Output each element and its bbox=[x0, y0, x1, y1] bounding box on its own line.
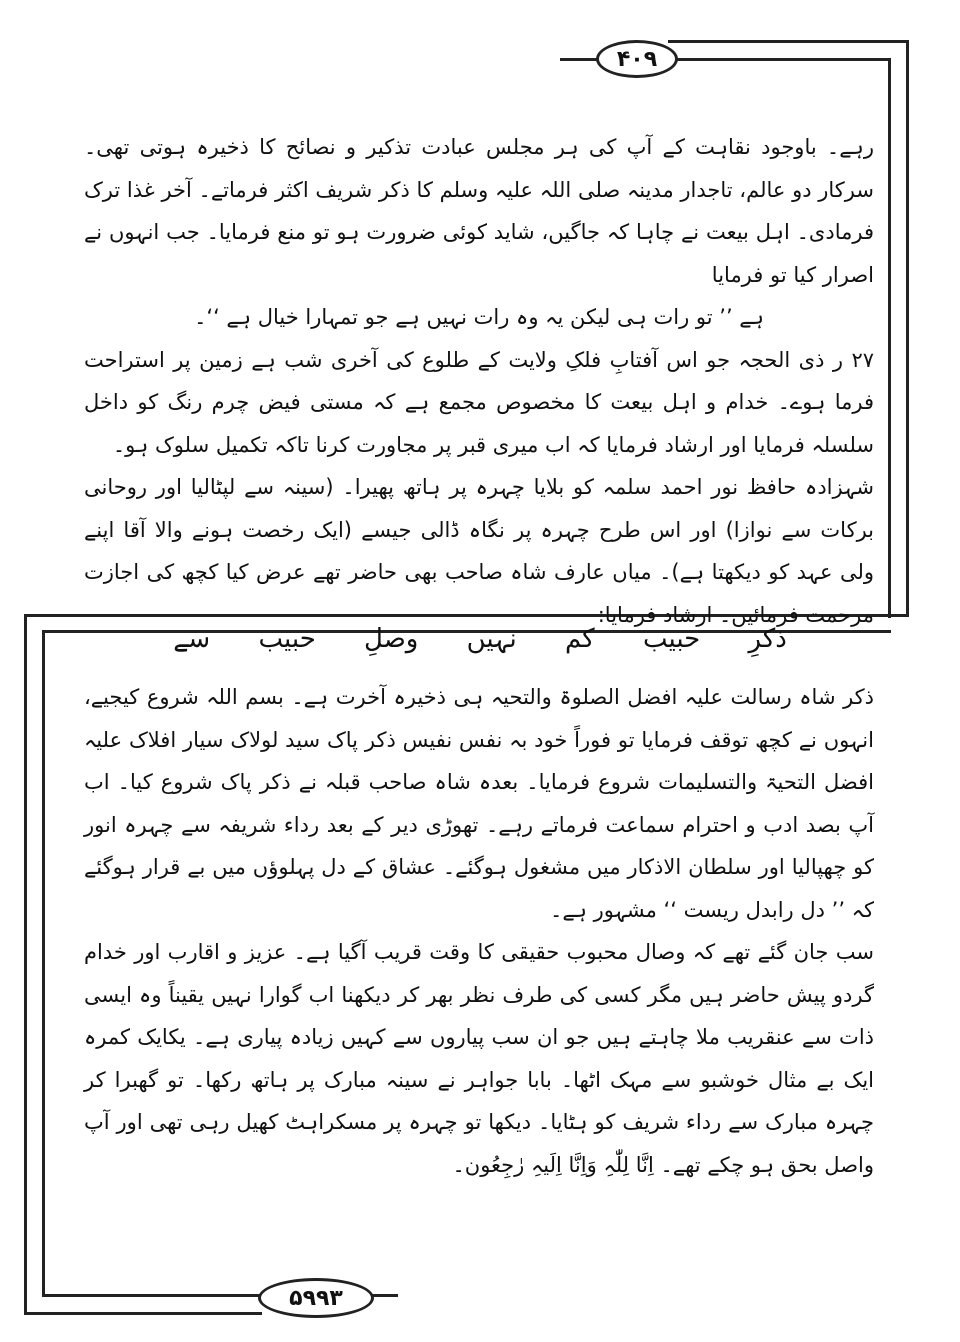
paragraph-3: شہزادہ حافظ نور احمد سلمہ کو بلایا چہرہ پر ہاتھ پھیرا۔ (سینہ سے لپٹالیا اور روحانی برکات سے نوازا) اور اس طرح چہرہ پر نگاہ ڈالی جیسے (ایک رخصت ہونے والا آقا اپنے ولی عہد کو دیکھتا ہے)۔ میاں عارف شاہ صاحب بھی حاضر تھے عرض کیا کچھ کی اجازت مرحمت فرمائیں۔ ارشاد فرمایا: bbox=[84, 475, 874, 627]
header-page-number-text: ۴۰۹ bbox=[616, 46, 658, 72]
frame-right-rule-inner bbox=[888, 58, 891, 618]
frame-bottom-rule-outer bbox=[24, 1312, 262, 1315]
couplet bbox=[100, 618, 860, 661]
paragraph-2: ۲۷ ر ذی الحجہ جو اس آفتابِ فلکِ ولایت کے طلوع کی آخری شب ہے زمین پر استراحت فرما ہوے۔ خدام و اہل بیعت کا مخصوص مجمع ہے کہ مستی فیض چرم رنگ کو داخل سلسلہ فرمایا اور ارشاد فرمایا کہ اب میری قبر پر مجاورت کرنا تاکہ تکمیل سلوک ہو۔ bbox=[84, 347, 874, 457]
header-page-number bbox=[596, 40, 678, 78]
frame-right-rule-outer bbox=[906, 40, 909, 615]
frame-top-left-rule bbox=[560, 58, 600, 61]
footer-page-number-text: ۵۹۹۳ bbox=[289, 1285, 343, 1311]
frame-top-rule-inner bbox=[668, 58, 890, 61]
quote-line: ہے ’’ تو رات ہی لیکن یہ وہ رات نہیں ہے جو تمہارا خیال ہے ‘‘۔ bbox=[194, 305, 764, 329]
lower-text-block bbox=[84, 676, 874, 1186]
paragraph-1: رہے۔ باوجود نقاہت کے آپ کی ہر مجلس عبادت تذکیر و نصائح کا ذخیرہ ہوتی تھی۔ سرکار دو عالم، تاجدار مدینہ صلی اللہ علیہ وسلم کا ذکر شریف اکثر فرماتے۔ آخر غذا ترک فرمادی۔ اہل بیعت نے چاہا کہ جاگیں، شاید کوئی ضرورت ہو تو منع فرمایا۔ جب انہوں نے اصرار کیا تو فرمایا bbox=[84, 135, 874, 287]
frame-bottom-rule-inner bbox=[42, 1294, 262, 1297]
frame-left-rule-inner bbox=[42, 630, 45, 1296]
paragraph-4: ذکر شاہ رسالت علیہ افضل الصلوۃ والتحیہ ہی ذخیرہ آخرت ہے۔ بسم اللہ شروع کیجیے، انہوں نے کچھ توقف فرمایا تو فوراً خود بہ نفس نفیس ذکر پاک سید لولاک سیار افلاک علیہ افضل التحیۃ والتسلیمات شروع فرمایا۔ بعدہ شاہ صاحب قبلہ نے ذکر پاک شروع کیا۔ اب آپ بصد ادب و احترام سماعت فرماتے رہے۔ تھوڑی دیر کے بعد رداء شریفہ سے چہرہ انور کو چھپالیا اور سلطان الاذکار میں مشغول ہوگئے۔ عشاق کے دل پہلوؤں میں بے قرار ہوگئے کہ ’’ دل رابدل ریست ‘‘ مشہور ہے۔ bbox=[84, 685, 874, 922]
frame-left-rule-outer bbox=[24, 614, 27, 1314]
couplet-text: ذکرِ حبیب کم نہیں وصلِ حبیب سے bbox=[173, 624, 787, 654]
footer-page-number bbox=[258, 1278, 374, 1318]
frame-top-rule-outer bbox=[668, 40, 908, 43]
upper-text-block bbox=[84, 126, 874, 636]
paragraph-5: سب جان گئے تھے کہ وصال محبوب حقیقی کا وقت قریب آگیا ہے۔ عزیز و اقارب اور خدام گردو پیش حاضر ہیں مگر کسی کی طرف نظر بھر کر دیکھنا اب گوارا نہیں یقیناً وہ ایسی ذات سے عنقریب ملا چاہتے ہیں جو ان سب پیاروں سے کہیں زیادہ پیاری ہے۔ یکایک کمرہ ایک بے مثال خوشبو سے مہک اٹھا۔ بابا جواہر نے سینہ مبارک پر ہاتھ رکھا۔ تو گھبرا کر چہرہ مبارک سے رداء شریف کو ہٹایا۔ دیکھا تو چہرہ پر مسکراہٹ کھیل رہی تھی اور آپ واصل بحق ہو چکے تھے۔ اِنَّا لِلّٰہِ وَاِنَّا اِلَیہِ رٰجِعُون۔ bbox=[84, 940, 874, 1177]
